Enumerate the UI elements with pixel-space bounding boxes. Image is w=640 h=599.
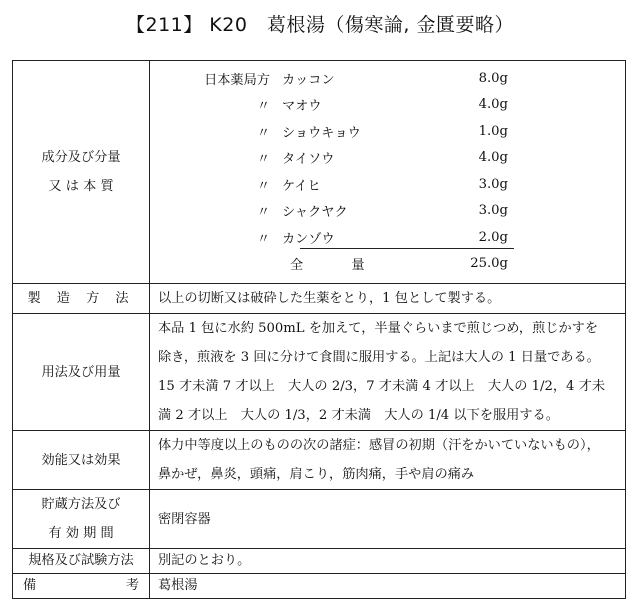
composition-label-line2: 又 は 本 質 [48,179,114,194]
ingredient-row [150,118,625,145]
total-label: 全 量 [290,258,387,274]
ingredient-name: カンゾウ [282,231,335,247]
ingredient-amount: 2.0g [478,229,508,245]
ingredient-row [150,92,625,119]
remarks-text: 葛根湯 [150,574,626,599]
ingredient-row [150,198,625,225]
manufacturing-row [13,284,626,314]
usage-text-cell [150,314,626,431]
storage-text: 密閉容器 [150,490,626,549]
usage-line: 満 2 才以上 大人の 1/3，2 才未満 大人の 1/4 以下を服用する。 [158,408,559,423]
remarks-label-right: 考 [125,578,139,593]
ingredient-amount: 4.0g [478,97,508,113]
manufacturing-label: 製 造 方 法 [13,284,150,314]
usage-line: 15 才未満 7 才以上 大人の 2/3，7 才未満 4 才以上 大人の 1/2，4 才未 [158,379,606,394]
efficacy-row [13,431,626,490]
composition-label-line1: 成分及び分量 [41,150,121,165]
remarks-row [13,574,626,599]
usage-label: 用法及び用量 [13,314,150,431]
ingredient-amount: 3.0g [478,176,508,192]
ingredient-name: ショウキョウ [282,125,361,141]
ingredient-standard: 〃 [256,231,270,247]
total-amount: 25.0g [470,256,508,272]
total-row [150,251,625,278]
ingredient-row [150,171,625,198]
specifications-text: 別記のとおり。 [150,549,626,574]
usage-row [13,314,626,431]
ingredient-amount: 3.0g [478,203,508,219]
efficacy-line: 体力中等度以上のものの次の諸症：感冒の初期（汗をかいていないもの）， [158,438,600,453]
efficacy-line: 鼻かぜ，鼻炎，頭痛，肩こり，筋肉痛，手や肩の痛み [158,467,475,482]
remarks-label-left: 備 [23,578,37,593]
ingredient-standard: 〃 [256,178,270,194]
storage-label-line1: 貯蔵方法及び [41,497,121,512]
total-rule [300,248,514,249]
monograph-title: 【211】 K20 葛根湯（傷寒論, 金匱要略） [125,14,515,36]
ingredient-name: マオウ [282,99,322,115]
ingredient-standard: 日本薬局方 [204,72,270,88]
composition-row [13,61,626,284]
ingredient-amount: 4.0g [478,150,508,166]
monograph-table [12,60,626,599]
efficacy-text-cell [150,431,626,490]
composition-value-cell [150,61,626,284]
efficacy-label: 効能又は効果 [13,431,150,490]
remarks-label-cell [13,574,150,599]
composition-label-cell [13,61,150,284]
storage-label-line2: 有 効 期 間 [48,526,114,541]
specifications-row [13,549,626,574]
ingredient-amount: 1.0g [478,123,508,139]
ingredient-standard: 〃 [256,125,270,141]
ingredient-row [150,145,625,172]
ingredient-amount: 8.0g [478,70,508,86]
ingredient-name: シャクヤク [282,205,348,221]
ingredient-standard: 〃 [256,99,270,115]
usage-line: 除き，煎液を 3 回に分けて食間に服用する。上記は大人の 1 日量である。 [158,350,600,365]
ingredient-name: カッコン [282,72,335,88]
ingredient-standard: 〃 [256,205,270,221]
usage-line: 本品 1 包に水約 500mL を加えて，半量ぐらいまで煎じつめ，煎じかすを [158,321,599,336]
storage-row [13,490,626,549]
composition-list [150,61,625,283]
manufacturing-text: 以上の切断又は破砕した生薬をとり，1 包として製する。 [150,284,626,314]
remarks-label [13,574,149,598]
specifications-label: 規格及び試験方法 [13,549,150,574]
ingredient-row [150,224,625,251]
ingredient-row [150,65,625,92]
storage-label-cell [13,490,150,549]
ingredient-name: ケイヒ [282,178,321,194]
ingredient-name: タイソウ [282,152,335,168]
ingredient-standard: 〃 [256,152,270,168]
